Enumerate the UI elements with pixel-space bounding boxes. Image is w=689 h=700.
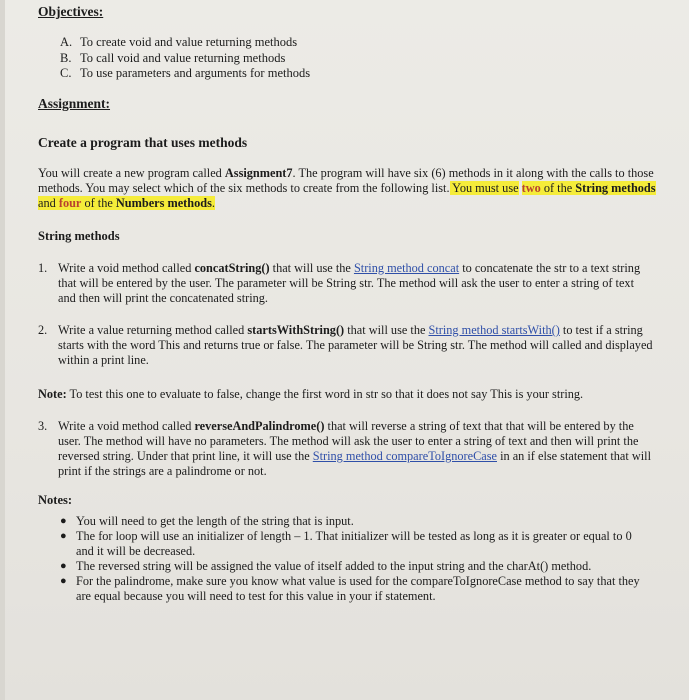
highlighted-requirement: You must use xyxy=(449,181,519,195)
objective-item: C. To use parameters and arguments for methods xyxy=(60,66,311,80)
objective-item: A. To create void and value returning methods xyxy=(60,35,298,49)
list-item: ● You will need to get the length of the string that is input. xyxy=(60,514,354,528)
string-comparetoignorecase-link[interactable]: String method compareToIgnoreCase xyxy=(312,449,497,463)
string-startswith-link[interactable]: String method startsWith() xyxy=(428,323,560,337)
method-item-1: 1. Write a void method called concatString() that will use the String method concat to concatenate the str to a text string that will be entered by the user. The parameter will be String str. The method will ask the user to enter a string of text and then will print the concatenated string. xyxy=(38,261,641,305)
notes-list xyxy=(60,514,650,604)
intro-paragraph: You will create a new program called Assignment7. The program will have six (6) methods in it along with the calls to those methods. You may select which of the six methods to create from the following list. You must use two of the String methods and four of the Numbers methods. xyxy=(38,166,656,210)
objectives-heading: Objectives: xyxy=(38,4,104,19)
list-item: ● The reversed string will be assigned the value of itself added to the input string and the charAt() method. xyxy=(60,559,592,573)
objective-item: B. To call void and value returning methods xyxy=(60,50,286,65)
bullet-icon: ● xyxy=(60,575,67,587)
assignment-heading: Assignment: xyxy=(38,96,111,111)
method-item-3: 3. Write a void method called reverseAndPalindrome() that will reverse a string of text that that will be entered by the user. The method will have no parameters. The method will ask the user to enter a string of text and then will print the reversed string. Under that print line, it will use the String method compareToIgnoreCase in an if else statement that will print if the strings are a palindrome or not. xyxy=(38,419,652,478)
objectives-list xyxy=(60,35,310,82)
bullet-icon: ● xyxy=(60,515,67,527)
notes-heading: Notes: xyxy=(38,493,73,507)
list-item: ● For the palindrome, make sure you know what value is used for the compareToIgnoreCase method to say that they are equal because you will need to test for this value in your if statement. xyxy=(60,574,640,603)
test-note: Note: To test this one to evaluate to false, change the first word in str so that it does not say This is your string. xyxy=(38,387,584,401)
method-item-2: 2. Write a value returning method called startsWithString() that will use the String method startsWith() to test if a string starts with the word This and returns true or false. The parameter will be String str. The method will called and displayed within a print line. xyxy=(38,323,653,367)
bullet-icon: ● xyxy=(60,530,67,542)
string-concat-link[interactable]: String method concat xyxy=(353,261,460,275)
list-item: ● The for loop will use an initializer of length – 1. That initializer will be tested as long as it is greater or equal to 0 and it will be decreased. xyxy=(60,529,632,558)
page-edge-shadow xyxy=(0,0,5,700)
string-methods-heading: String methods xyxy=(38,229,120,243)
bullet-icon: ● xyxy=(60,560,67,572)
assignment-subheading: Create a program that uses methods xyxy=(38,135,248,150)
